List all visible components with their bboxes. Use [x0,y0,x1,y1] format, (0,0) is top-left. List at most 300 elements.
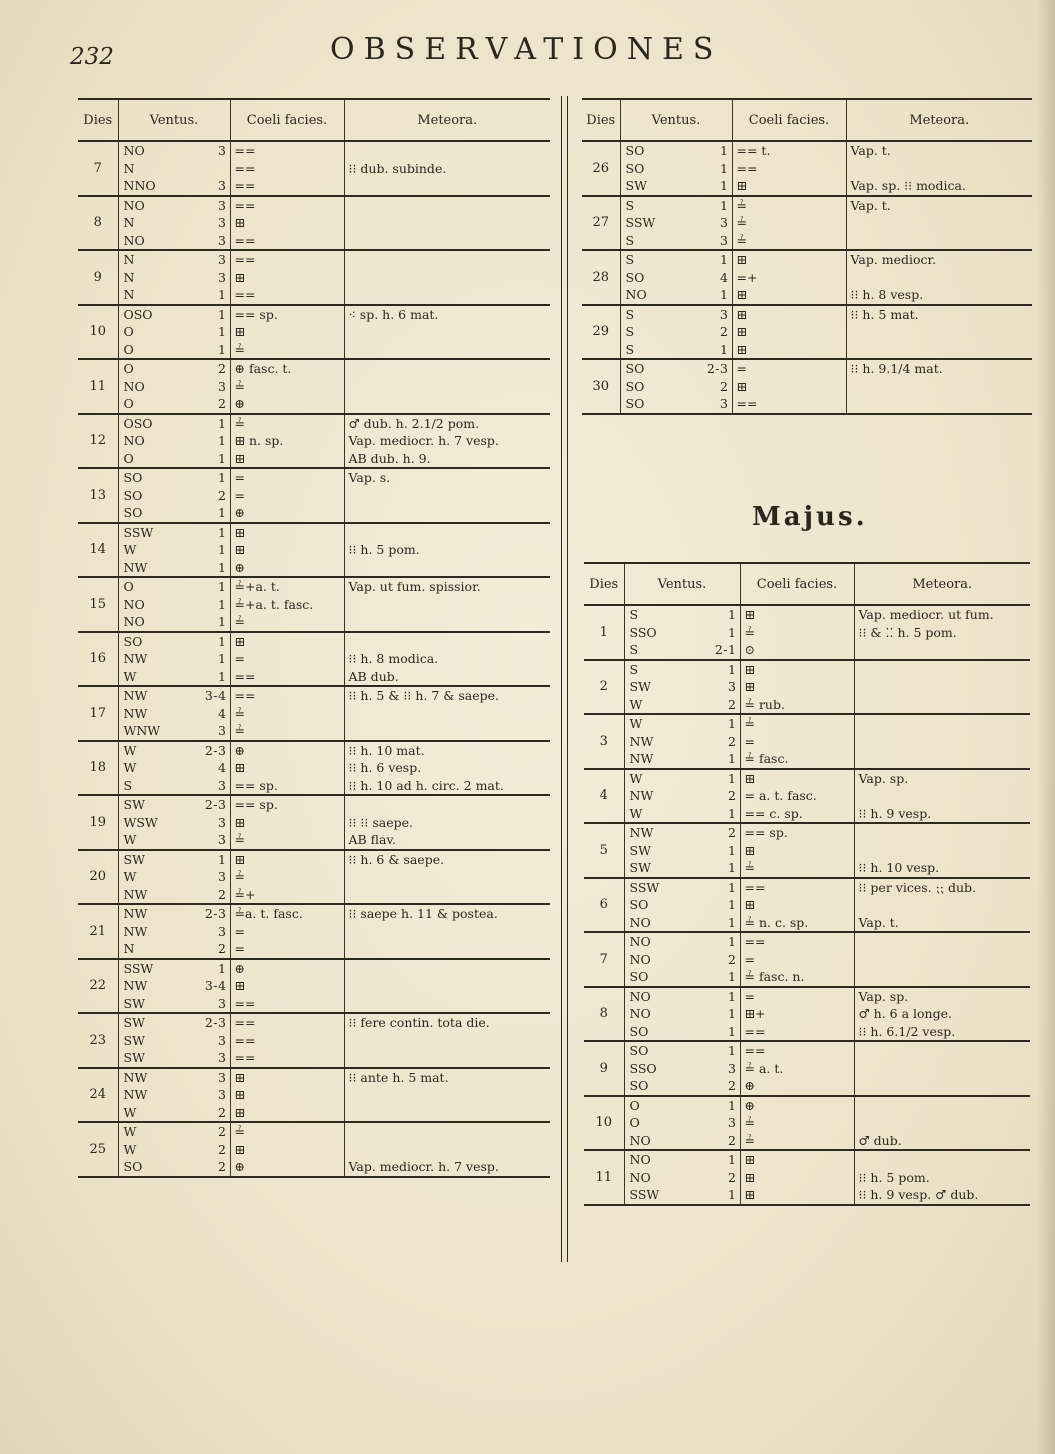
meteora-entry [345,197,551,215]
meteora-entry [345,232,551,250]
wind-entry [119,232,230,250]
day-number: 5 [584,823,624,878]
wind-direction: SO [625,361,645,376]
wind-direction: SSW [629,879,660,895]
wind-entry [119,378,230,396]
sky-entry: ⊞ [736,287,747,302]
meteora-entry [345,923,551,941]
wind-direction: NNO [123,178,156,193]
wind-force: 1 [728,1023,737,1039]
meteora-entry: ⁝⁝ h. 5 pom. [348,542,420,557]
meteora-entry: ⁝⁝ h. 10 ad h. circ. 2 mat. [348,777,504,793]
wind-entry [119,1086,230,1104]
day-number: 8 [584,987,624,1042]
wind-force: 2 [728,951,737,967]
sky-entry: ≟ [234,723,245,738]
sky-entry: ⊞ [744,897,755,912]
wind-force: 1 [218,668,227,684]
sky-cell [740,878,854,933]
wind-force: 1 [728,716,737,731]
wind-direction: SW [123,995,145,1011]
wind-direction: S [625,252,635,267]
wind-entry [119,541,230,559]
wind-force: 1 [218,579,227,594]
sky-entry: ⊕ [234,1159,245,1174]
wind-entry [119,1069,230,1087]
sky-entry: == [234,287,256,302]
wind-force: 1 [218,851,227,867]
wind-direction: O [123,341,134,357]
wind-direction: W [123,668,137,684]
sky-entry: ⊞ [736,306,747,322]
wind-direction: SW [629,860,651,875]
day-number: 19 [78,795,118,850]
wind-entry [119,286,230,304]
wind-direction: NW [123,688,148,703]
wind-cell [620,250,732,305]
wind-force: 1 [218,306,227,322]
wind-force: 3 [720,215,729,230]
day-row [78,1013,550,1068]
wind-cell [624,1041,740,1096]
wind-force: 1 [218,324,227,339]
sky-entry: ≟ [744,1132,755,1148]
meteora-entry: ♂ dub. h. 2.1/2 pom. [348,415,480,431]
meteora-entry [855,968,1031,986]
header-ventus: Ventus. [118,99,230,141]
day-number: 13 [78,468,118,523]
meteora-entry [855,661,1031,679]
wind-force: 1 [728,1152,737,1167]
wind-direction: NW [123,978,148,993]
sky-entry: = [234,941,245,956]
meteora-entry [345,395,551,413]
wind-entry [621,306,732,324]
sky-cell [732,141,846,196]
wind-force: 3 [218,723,227,738]
header-dies: Dies [584,563,624,605]
wind-direction: N [123,160,135,176]
wind-entry [625,624,740,642]
header-coeli-facies: Coeli facies. [230,99,344,141]
wind-force: 1 [728,1187,737,1202]
meteora-entry [345,504,551,522]
wind-direction: N [123,215,135,230]
meteora-entry: ♂ h. 6 a longe. [858,1006,952,1021]
wind-entry [119,977,230,995]
wind-cell [118,741,230,796]
meteora-cell [854,769,1030,824]
wind-force: 4 [720,269,729,285]
wind-entry [625,968,740,986]
wind-entry [119,923,230,941]
wind-force: 3 [218,1050,227,1065]
meteora-entry: Vap. t. [850,197,891,213]
sky-entry: == [234,160,256,176]
wind-entry [625,914,740,932]
wind-direction: NW [123,705,148,721]
sky-entry: ≟ [234,415,245,431]
sky-entry: ⊙ [744,642,755,657]
wind-force: 1 [218,505,227,520]
wind-force: 3 [218,378,227,394]
wind-entry [625,1169,740,1187]
sky-cell [740,660,854,715]
wind-force: 1 [218,415,227,431]
header-meteora: Meteora. [854,563,1030,605]
wind-entry [119,487,230,505]
wind-direction: O [123,324,134,339]
wind-direction: SW [123,851,145,867]
wind-direction: NW [123,923,148,939]
wind-entry [119,214,230,232]
wind-direction: NO [629,988,651,1004]
meteora-entry [855,696,1031,714]
wind-direction: NO [123,614,145,629]
sky-entry: ⊞ [736,324,747,339]
sky-cell [740,1041,854,1096]
wind-direction: S [625,324,635,339]
wind-entry [119,306,230,324]
day-row [582,196,1032,251]
wind-force: 1 [720,160,729,176]
sky-cell [230,359,344,414]
sky-entry: ⊞ [234,1104,245,1120]
sky-entry: ⊞ [736,178,747,193]
wind-direction: W [629,716,643,731]
wind-force: 1 [728,751,737,766]
wind-direction: NO [629,1169,651,1185]
meteora-cell [846,141,1032,196]
sky-cell [230,196,344,251]
sky-cell [740,605,854,660]
wind-cell [624,1150,740,1205]
wind-cell [118,795,230,850]
wind-direction: NO [123,143,145,158]
meteora-entry [345,251,551,269]
meteora-entry [847,341,1033,359]
wind-entry [119,269,230,287]
day-row [78,1068,550,1123]
meteora-entry [345,1141,551,1159]
wind-direction: SSW [629,1187,660,1202]
wind-force: 1 [720,197,729,213]
wind-entry [621,341,732,359]
meteora-cell [344,1122,550,1177]
meteora-entry [855,715,1031,733]
wind-cell [624,823,740,878]
wind-entry [625,1114,740,1132]
meteora-entry [345,1032,551,1050]
meteora-entry [345,177,551,195]
wind-direction: SSO [629,624,657,640]
sky-cell [740,769,854,824]
wind-entry [119,1049,230,1067]
meteora-entry [345,596,551,614]
header-coeli-facies: Coeli facies. [732,99,846,141]
sky-entry: == [744,1043,766,1058]
wind-entry [621,395,732,413]
wind-force: 1 [218,470,227,485]
meteora-entry [345,559,551,577]
meteora-cell [854,605,1030,660]
sky-cell [230,141,344,196]
wind-force: 1 [720,252,729,267]
wind-force: 2-3 [204,797,227,812]
meteora-cell [344,1068,550,1123]
meteora-entry [855,641,1031,659]
wind-entry [119,395,230,413]
sky-entry: ⊞ [234,814,245,830]
day-row [78,523,550,578]
wind-entry [119,960,230,978]
wind-force: 3-4 [204,688,227,703]
meteora-entry [345,524,551,542]
sky-entry: ⊞ [234,269,245,285]
meteora-entry [855,896,1031,914]
wind-direction: W [123,869,137,884]
left-observations-table [78,98,550,1178]
meteora-entry [345,633,551,651]
meteora-entry: ⁝⁝ h. 8 modica. [348,651,439,666]
wind-entry [119,831,230,849]
meteora-entry: ⁝⁝ h. 5 & ⁝⁝ h. 7 & saepe. [348,688,500,703]
sky-cell [230,904,344,959]
wind-force: 3 [218,995,227,1011]
wind-direction: W [123,760,137,775]
wind-entry [119,197,230,215]
meteora-entry: ⁖ sp. h. 6 mat. [348,306,439,322]
sky-cell [230,414,344,469]
sky-entry: ⊞ n. sp. [234,433,284,448]
wind-force: 2 [720,324,729,339]
sky-cell [230,250,344,305]
day-number: 30 [582,359,620,414]
wind-force: 2 [728,1169,737,1185]
wind-direction: SO [625,269,645,285]
wind-entry [119,1141,230,1159]
sky-entry: ⊞ [234,215,245,230]
wind-entry [119,432,230,450]
meteora-cell [344,141,550,196]
wind-cell [118,468,230,523]
wind-direction: SO [625,396,645,411]
sky-entry: ≟ [744,860,755,875]
wind-direction: O [123,579,134,594]
wind-entry [119,559,230,577]
wind-cell [620,141,732,196]
wind-force: 1 [218,433,227,448]
meteora-entry [847,378,1033,396]
wind-direction: NO [629,951,651,967]
day-number: 7 [584,932,624,987]
wind-direction: OSO [123,306,153,322]
sky-entry: ⊞+ [744,1006,766,1021]
wind-force: 1 [218,960,227,976]
wind-direction: NO [123,596,145,612]
wind-cell [624,660,740,715]
wind-cell [624,987,740,1042]
day-number: 26 [582,141,620,196]
wind-entry [119,1104,230,1122]
day-number: 18 [78,741,118,796]
sky-entry: == [234,668,256,684]
meteora-entry [345,487,551,505]
wind-entry [119,668,230,686]
sky-cell [230,686,344,741]
meteora-entry [345,323,551,341]
wind-cell [624,932,740,987]
meteora-entry: ⁝⁝ saepe h. 11 & postea. [348,906,498,921]
wind-entry [119,851,230,869]
meteora-entry: Vap. s. [348,470,391,485]
wind-entry [119,633,230,651]
meteora-entry [345,796,551,814]
wind-force: 1 [728,1043,737,1058]
sky-entry: ≟a. t. fasc. [234,906,303,921]
day-number: 9 [584,1041,624,1096]
sky-entry: ⊕ [234,559,245,575]
sky-entry: = [234,923,245,939]
wind-direction: SSW [123,524,154,540]
meteora-entry: ⁝⁝ h. 6.1/2 vesp. [858,1023,956,1039]
wind-entry [119,868,230,886]
meteora-entry [855,1151,1031,1169]
wind-force: 2 [218,1104,227,1120]
sky-entry: ≟ [736,197,747,213]
wind-force: 1 [728,897,737,912]
sky-entry: = [234,470,245,485]
wind-direction: SSW [625,215,656,230]
wind-force: 3 [728,679,737,694]
meteora-entry: ⁝⁝ h. 9 vesp. ♂ dub. [858,1187,979,1202]
wind-entry [119,777,230,795]
meteora-entry [855,750,1031,768]
meteora-cell [344,305,550,360]
wind-entry [621,142,732,160]
wind-cell [118,141,230,196]
wind-entry [119,142,230,160]
sky-entry: = [234,487,245,503]
wind-force: 2 [728,825,737,840]
sky-entry: ≟+a. t. [234,579,280,594]
day-number: 7 [78,141,118,196]
wind-cell [118,196,230,251]
wind-direction: SW [123,1015,145,1030]
day-number: 8 [78,196,118,251]
day-row [78,577,550,632]
wind-direction: SO [629,1078,649,1093]
meteora-entry: ⁝⁝ h. 5 pom. [858,1169,930,1185]
wind-force: 2 [218,1124,227,1139]
meteora-cell [846,196,1032,251]
meteora-cell [344,250,550,305]
day-number: 9 [78,250,118,305]
meteora-entry [855,1097,1031,1115]
meteora-cell [846,250,1032,305]
wind-direction: NO [629,1152,651,1167]
meteora-entry: ⁝⁝ fere contin. tota die. [348,1015,490,1030]
day-number: 29 [582,305,620,360]
wind-direction: SO [123,470,143,485]
wind-direction: NO [123,197,145,213]
meteora-entry: ⁝⁝ h. 6 & saepe. [348,851,445,867]
wind-direction: NO [123,378,145,394]
wind-entry [625,606,740,624]
wind-cell [118,577,230,632]
wind-force: 1 [218,524,227,540]
meteora-entry: Vap. sp. [858,770,909,786]
sky-cell [230,468,344,523]
wind-direction: W [123,1104,137,1120]
wind-direction: O [629,1115,640,1130]
wind-force: 1 [728,805,737,821]
wind-entry [119,578,230,596]
meteora-entry: Vap. ut fum. spissior. [348,579,481,594]
day-row [584,605,1030,660]
day-row [78,686,550,741]
wind-entry [621,286,732,304]
wind-force: 3 [218,832,227,847]
wind-direction: W [629,805,643,821]
meteora-entry: ⁝⁝ h. 9 vesp. [858,805,932,821]
sky-entry: ⊞ [736,378,747,394]
wind-cell [624,878,740,933]
wind-direction: NW [629,788,654,803]
day-number: 25 [78,1122,118,1177]
wind-direction: SO [123,633,143,649]
wind-cell [624,769,740,824]
sky-entry: ⊞ [744,607,755,622]
wind-cell [620,196,732,251]
wind-direction: NW [123,886,148,902]
sky-entry: = [234,651,245,666]
wind-force: 1 [218,450,227,466]
day-row [582,305,1032,360]
wind-entry [119,1014,230,1032]
meteora-cell [344,414,550,469]
wind-direction: SW [123,1050,145,1065]
sky-entry: == [234,1032,256,1048]
wind-entry [625,896,740,914]
wind-direction: W [123,1141,137,1157]
meteora-cell [344,632,550,687]
day-number: 21 [78,904,118,959]
sky-cell [230,795,344,850]
sky-entry: == [234,197,256,213]
meteora-entry [345,995,551,1013]
wind-entry [625,1042,740,1060]
wind-force: 3 [218,777,227,793]
day-number: 24 [78,1068,118,1123]
wind-entry [119,759,230,777]
wind-direction: WSW [123,814,158,830]
wind-force: 2-3 [204,1015,227,1030]
wind-cell [118,1013,230,1068]
sky-entry: == [736,396,758,411]
wind-force: 3 [218,869,227,884]
wind-cell [620,305,732,360]
wind-direction: SW [123,797,145,812]
meteora-entry [345,977,551,995]
wind-entry [621,378,732,396]
wind-direction: W [123,742,137,758]
sky-cell [230,741,344,796]
wind-entry [625,750,740,768]
wind-force: 1 [728,1006,737,1021]
meteora-entry [345,378,551,396]
wind-force: 2 [728,788,737,803]
